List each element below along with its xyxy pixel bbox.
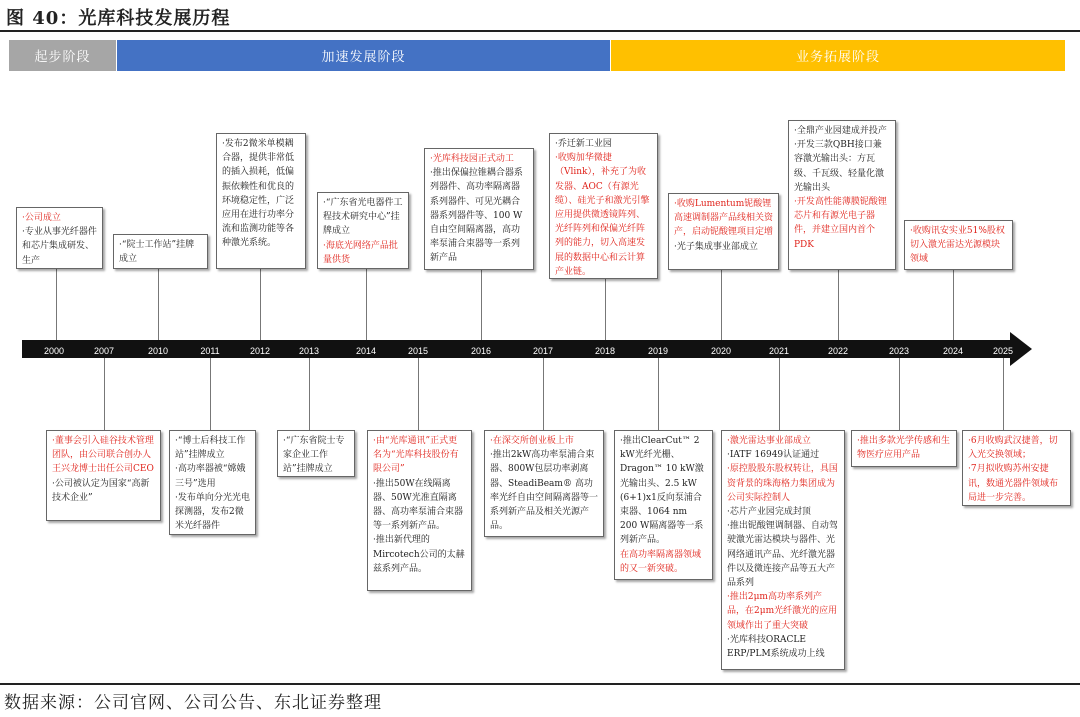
- phase-label: 业务拓展阶段: [795, 50, 880, 65]
- event-item: ·推出保偏拉锥耦合器系列器件、高功率隔离器系列器件、可见光耦合器系列器件等、100 W自由空间隔离器，高功率泵浦合束器等一系列新产品: [430, 168, 523, 264]
- year-label: 2020: [710, 346, 732, 356]
- event-item: ·高功率器被“嫦娥三号”选用: [175, 464, 246, 489]
- event-item: ·海底光网络产品批量供货: [323, 240, 398, 265]
- event-item: 在高功率隔离器领域的又一新突破。: [620, 549, 702, 574]
- event-item: ·董事会引入硅谷技术管理团队，由公司联合创办人王兴龙博士出任公司CEO: [52, 436, 154, 475]
- event-item: ·发布2微米单模耦合器，提供非常低的插入损耗，低偏振依赖性和优良的环境稳定性，广泛应用在进行功率分流和监测功能等各种激光系统。: [222, 139, 295, 249]
- timeline-axis: [22, 340, 1012, 358]
- year-label: 2012: [249, 346, 271, 356]
- year-label: 2014: [355, 346, 377, 356]
- event-item: ·“博士后科技工作站”挂牌成立: [175, 436, 246, 461]
- event-2014: [317, 192, 409, 269]
- event-item: ·“院士工作站”挂牌成立: [119, 240, 195, 265]
- event-2022: [788, 120, 896, 270]
- event-2021: [721, 430, 845, 670]
- event-item: ·推出多款光学传感和生物医疗应用产品: [857, 436, 950, 461]
- connector-line: [158, 269, 159, 340]
- event-item: ·乔迁新工业园: [555, 139, 612, 149]
- event-item: ·收购加华微捷（Vlink），补充了为收发器、AOC（有源光缆）、硅光子和激光引擎应用提供微透镜阵列、光纤阵列和保偏光纤阵列的能力，切入高速发展的数据中心和云计算产业链。: [555, 153, 650, 277]
- event-item: ·发布单向分光光电探测器，发布2微米光纤器件: [175, 492, 250, 532]
- event-2024: [904, 220, 1013, 270]
- event-2017: [484, 430, 604, 537]
- connector-line: [605, 279, 606, 340]
- event-2015: [367, 430, 472, 591]
- connector-line: [543, 358, 544, 430]
- event-item: ·收购讯安实业51%股权切入激光雷达光源模块领域: [910, 226, 1005, 265]
- event-2020: [668, 193, 779, 270]
- year-label: 2023: [888, 346, 910, 356]
- event-item: ·推出新代理的Mircotech公司的太赫兹系列产品。: [373, 535, 465, 574]
- year-label: 2000: [43, 346, 65, 356]
- event-item: ·6月收购武汉捷普，切入光交换领域；: [968, 436, 1058, 461]
- event-item: ·专业从事光纤器件和芯片集成研发、生产: [22, 227, 97, 266]
- event-item: ·推出2μm高功率系列产品，在2μm光纤激光的应用领域作出了重大突破: [727, 592, 838, 631]
- event-item: ·推出50W在线隔离器、50W光准直隔离器、高功率泵浦合束器等一系列新产品。: [373, 478, 464, 532]
- event-2025: [962, 430, 1071, 506]
- year-label: 2013: [298, 346, 320, 356]
- event-item: ·开发三款QBH接口兼容激光输出头：方瓦级、千瓦级、轻量化激光输出头: [794, 140, 885, 193]
- phase-expansion: [611, 40, 1065, 71]
- event-item: ·光库科技ORACLE ERP/PLM系统成功上线: [727, 634, 825, 660]
- year-label: 2024: [942, 346, 964, 356]
- title-rule: [0, 30, 1080, 32]
- source-rule: [0, 683, 1080, 685]
- phase-label: 加速发展阶段: [321, 50, 406, 65]
- year-label: 2011: [200, 346, 220, 356]
- event-2007: [46, 430, 161, 521]
- connector-line: [104, 358, 105, 430]
- event-item: ·由“光库通讯”正式更名为“光库科技股份有限公司”: [373, 436, 459, 475]
- event-item: ·光库科技园正式动工: [430, 154, 514, 164]
- phase-acceleration: [117, 40, 610, 71]
- connector-line: [210, 358, 211, 430]
- year-label: 2018: [594, 346, 616, 356]
- timeline-arrow-icon: [1010, 332, 1032, 366]
- connector-line: [953, 270, 954, 340]
- connector-line: [838, 270, 839, 340]
- event-2013: [277, 430, 355, 477]
- source-note: 数据来源：公司官网、公司公告、东北证券整理: [4, 693, 382, 713]
- event-item: ·原控股股东股权转让，具国资背景的珠海格力集团成为公司实际控制人: [727, 464, 838, 503]
- year-label: 2016: [470, 346, 492, 356]
- connector-line: [366, 269, 367, 340]
- year-label: 2010: [147, 346, 169, 356]
- event-2019: [614, 430, 713, 580]
- connector-line: [779, 358, 780, 430]
- event-2018: [549, 133, 658, 279]
- event-item: ·在深交所创业板上市: [490, 436, 574, 446]
- event-item: ·激光雷达事业部成立: [727, 436, 811, 446]
- connector-line: [1003, 358, 1004, 430]
- connector-line: [418, 358, 419, 430]
- connector-line: [899, 358, 900, 430]
- event-item: ·7月拟收购苏州安捷讯，数通光器件领域布局进一步完善。: [968, 464, 1059, 503]
- connector-line: [481, 270, 482, 340]
- connector-line: [309, 358, 310, 430]
- year-label: 2025: [992, 346, 1014, 356]
- event-item: ·芯片产业园完成封顶: [727, 507, 811, 518]
- event-2011: [169, 430, 256, 535]
- connector-line: [658, 358, 659, 430]
- event-2010: [113, 234, 208, 269]
- connector-line: [260, 269, 261, 340]
- event-item: ·IATF 16949认证通过: [727, 450, 820, 461]
- event-item: ·收购Lumentum铌酸锂高速调制器产品线相关资产，启动铌酸锂项目定增: [674, 199, 774, 238]
- connector-line: [56, 269, 57, 340]
- event-item: ·公司被认定为国家“高新技术企业”: [52, 478, 150, 503]
- year-label: 2021: [768, 346, 790, 356]
- year-label: 2007: [93, 346, 115, 356]
- event-item: ·推出2kW高功率泵浦合束器、800W包层功率剥离器、SteadiBeam® 高功率光纤自由空间隔离器等一系列新产品及相关光源产品。: [490, 450, 599, 532]
- event-item: ·“广东省光电器件工程技术研究中心”挂牌成立: [323, 198, 403, 237]
- event-item: ·光子集成事业部成立: [674, 241, 758, 252]
- event-item: ·开发高性能薄膜铌酸锂芯片和有源光电子器件，并建立国内首个PDK: [794, 197, 887, 250]
- event-2000: [16, 207, 103, 269]
- event-item: ·推出ClearCut™ 2 kW光纤光栅、Dragon™ 10 kW激光输出头、2.5 kW (6+1)x1反向泵浦合束器、1064 nm 200 W隔离器等一系列新产品。: [620, 436, 704, 546]
- event-item: ·推出铌酸锂调制器、自动驾驶激光雷达模块与器件、光网络通讯产品、光纤激光器件以及微连接产品等五大产品系列: [727, 521, 838, 589]
- event-2012: [216, 133, 306, 269]
- figure-title: 图 40：光库科技发展历程: [6, 8, 231, 29]
- year-label: 2017: [532, 346, 554, 356]
- phase-label: 起步阶段: [34, 50, 91, 65]
- event-2022-bottom: [851, 430, 957, 467]
- phase-startup: [9, 40, 116, 71]
- event-item: ·全鼎产业园建成并投产: [794, 126, 887, 136]
- connector-line: [721, 270, 722, 340]
- event-2016: [424, 148, 534, 270]
- event-item: ·公司成立: [22, 213, 61, 223]
- year-label: 2015: [407, 346, 429, 356]
- year-label: 2019: [647, 346, 669, 356]
- year-label: 2022: [827, 346, 849, 356]
- event-item: ·“广东省院士专家企业工作站”挂牌成立: [283, 436, 345, 475]
